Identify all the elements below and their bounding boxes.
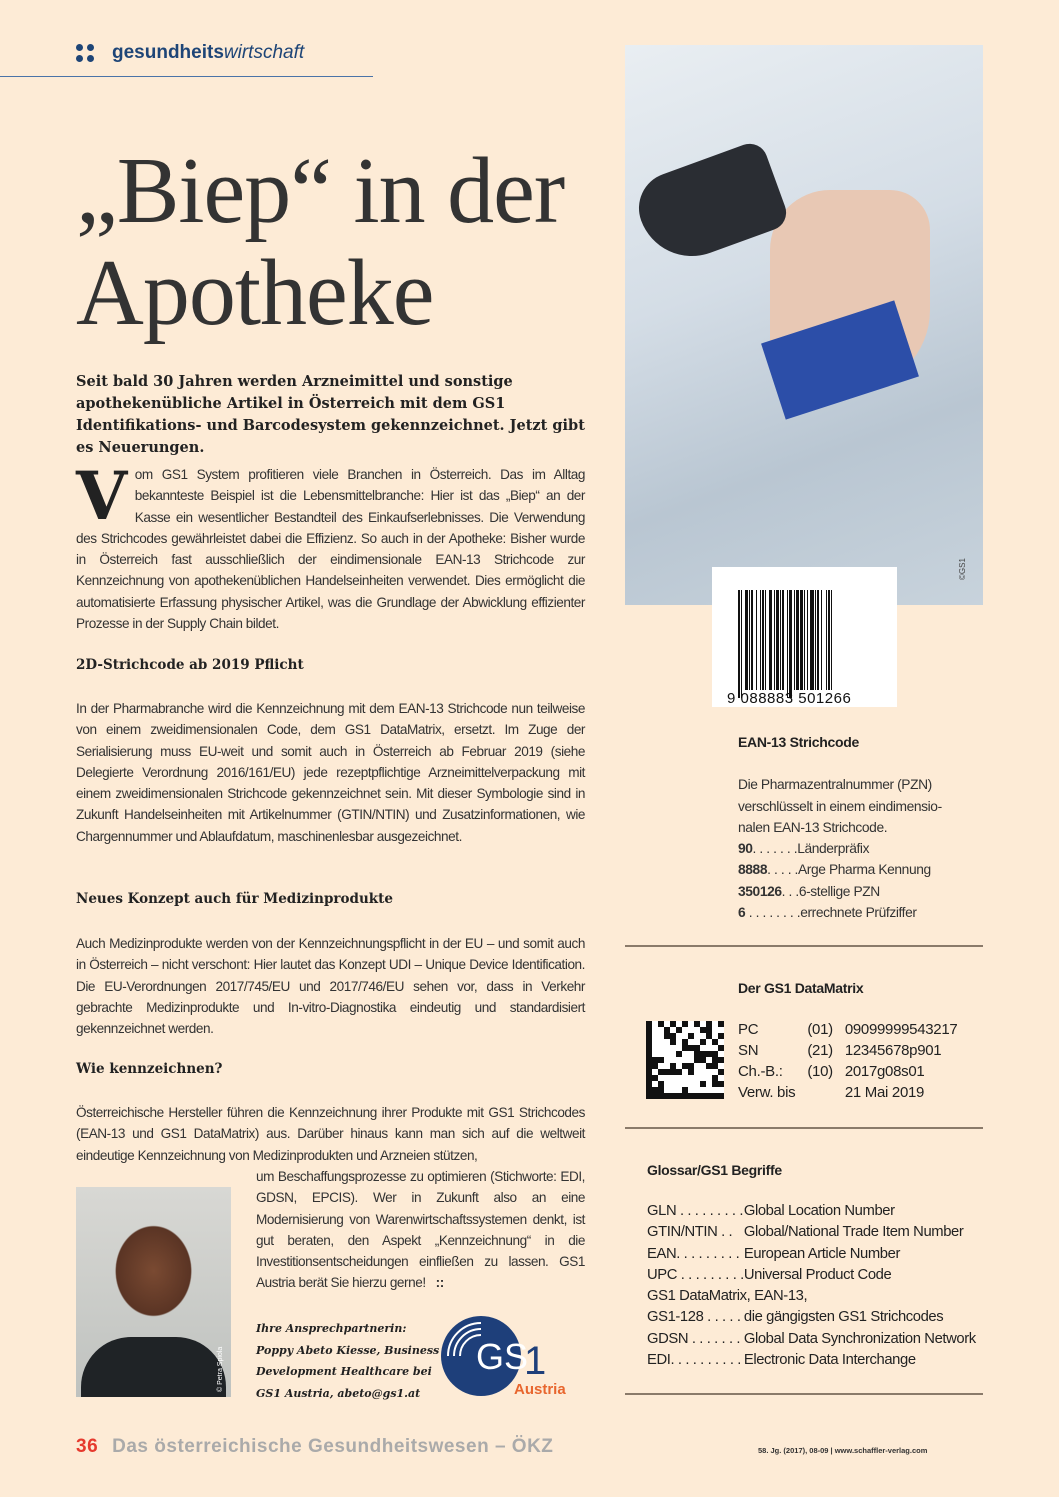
glossary-row: GDSN . . . . . . . Global Data Synchronization Network	[647, 1330, 976, 1347]
datamatrix-row: Verw. bis 21 Mai 2019	[738, 1084, 925, 1101]
datamatrix-row: PC (01) 09099999543217	[738, 1021, 958, 1038]
datamatrix-heading: Der GS1 DataMatrix	[738, 980, 864, 996]
glossary-row: EDI. . . . . . . . . . Electronic Data Interchange	[647, 1352, 916, 1369]
datamatrix-code	[646, 1021, 724, 1099]
footer-left	[76, 1436, 553, 1458]
glossary-row: GTIN/NTIN . . Global/National Trade Item Number	[647, 1224, 964, 1241]
svg-text:GS: GS	[476, 1336, 529, 1377]
glossary-row: EAN. . . . . . . . . European Article Number	[647, 1245, 900, 1262]
drop-cap: V	[76, 457, 127, 535]
paragraph-2: In der Pharmabranche wird die Kennzeichnung mit dem EAN-13 Strichcode nun teilweise von einem zweidimensionalen Code, dem GS1 DataMatrix, ersetzt. Im Zuge der Serialisierung muss EU-weit und somit auch in Österreich ab Februar 2019 (siehe Delegierte Verordnung 2016/161/EU) jede rezeptpflichtige Arzneimittelverpackung mit einem zweidimensionalen Strichcode gekennzeichnet sein. Mit dieser Symbologie sind in Zukunft Handelseinheiten mit Artikelnummer (GTIN/NTIN) und Zusatzinformationen, wie Chargennummer und Ablaufdatum, maschinenlesbar ausgezeichnet.	[76, 701, 585, 844]
divider	[625, 945, 983, 947]
paragraph-4b: um Beschaffungsprozesse zu optimieren (Stichworte: EDI, GDSN, EPCIS). Wer in Zukunft also an eine Modernisierung von Warenwirtschaftssystemen denkt, ist gut beraten, den Aspekt „Kennzeichnung“ in die Investitionsentscheidungen einfließen zu lassen. GS1 Austria berät Sie hierzu gerne! ::	[256, 1169, 585, 1291]
subheading-kennzeichnen: Wie kennzeichnen?	[76, 1061, 223, 1077]
divider	[625, 1393, 983, 1395]
svg-text:1: 1	[524, 1339, 547, 1383]
article-lead: Seit bald 30 Jahren werden Arzneimittel und sonstige apothekenübliche Artikel in Österreich mit dem GS1 Identifikations- und Barcodesystem gekennzeichnet. Jetzt gibt es Neuerungen.	[76, 373, 585, 456]
subheading-medizinprodukte: Neues Konzept auch für Medizinprodukte	[76, 891, 393, 907]
page-number: 36	[76, 1436, 99, 1457]
contact-info: Ihre Ansprechpartnerin: Poppy Abeto Kiesse, Business Development Healthcare bei GS1 Austria, abeto@gs1.at	[256, 1322, 440, 1400]
publication-name: Das österreichische Gesundheitswesen – ÖKZ	[112, 1436, 554, 1457]
datamatrix-row: Ch.-B.: (10) 2017g08s01	[738, 1063, 925, 1080]
portrait-photo: © Petra Spiola	[76, 1187, 231, 1397]
subheading-2d: 2D-Strichcode ab 2019 Pflicht	[76, 657, 304, 673]
photo-credit: ©GS1	[958, 558, 967, 580]
header-rule	[0, 76, 373, 77]
glossary-row: GS1-128 . . . . . die gängigsten GS1 Strichcodes	[647, 1309, 944, 1326]
article-title: „Biep“ in der Apotheke	[76, 139, 565, 345]
ean-row: 6 . . . . . . . .errechnete Prüfziffer	[738, 905, 917, 921]
datamatrix-table	[738, 1019, 969, 1103]
glossary-row: GS1 DataMatrix, EAN-13,	[647, 1288, 808, 1305]
paragraph-4a: Österreichische Hersteller führen die Kennzeichnung ihrer Produkte mit GS1 Strichcodes (EAN-13 und GS1 DataMatrix) aus. Darüber hinaus kann man sich auf die weltweit eindeutige Kennzeichnung von Medizinprodukten und Arzneien stützen,	[76, 1105, 585, 1163]
ean-info: EAN-13 Strichcode Die Pharmazentralnummer (PZN) verschlüsselt in einem eindimensio- nalen EAN-13 Strichcode. 90. . . . . . .Länderpräfix 8888. . . . .Arge Pharma Kennung 350126. . .6-stellige PZN 6 . . . . . . . .errechnete Prüfziffer	[738, 732, 942, 923]
ean-row: 90. . . . . . .Länderpräfix	[738, 841, 870, 857]
datamatrix-row: SN (21) 12345678p901	[738, 1042, 942, 1059]
paragraph-3: Auch Medizinprodukte werden von der Kennzeichnungspflicht in der EU – und somit auch in Österreich – nicht verschont: Hier lautet das Konzept UDI – Unique Device Identification. Die EU-Verordnungen 2017/745/EU und 2017/746/EU sehen vor, dass in Verkehr gebrachte Medizinprodukte und In-vitro-Diagnostika eindeutig und standardisiert gekennzeichnet werden.	[76, 936, 585, 1037]
section-header	[76, 42, 304, 64]
gs1-austria-logo	[436, 1314, 586, 1404]
divider	[625, 1127, 983, 1129]
glossary-heading: Glossar/GS1 Begriffe	[647, 1162, 782, 1178]
ean-row: 8888. . . . .Arge Pharma Kennung	[738, 862, 931, 878]
footer-issue: 58. Jg. (2017), 08-09 | www.schaffler-verlag.com	[758, 1446, 928, 1455]
glossary-table	[647, 1201, 976, 1371]
section-name: gesundheitswirtschaft	[112, 42, 305, 63]
svg-text:Austria: Austria	[514, 1381, 566, 1398]
barcode-number: 9 088883 501266	[727, 690, 852, 707]
glossary-row: UPC . . . . . . . . . Universal Product Code	[647, 1266, 892, 1283]
paragraph-1: Vom GS1 System profitieren viele Branchen in Österreich. Das im Alltag bekannteste Beispiel ist die Lebensmittelbranche: Hier ist das „Biep“ an der Kasse ein wesentlicher Bestandteil des Einkaufserlebnisses. Die Verwendung des Strichcodes gewährleistet dabei die Effizienz. So auch in der Apotheke: Bisher wurde in Österreich fast ausschließlich der eindimensionale EAN-13 Strichcode zur Kennzeichnung von apothekenüblichen Handelseinheiten verwendet. Dies ermöglicht die automatisierte Erfassung physischer Artikel, was die Grundlage der Abwicklung effizienter Prozesse in der Supply Chain bildet.	[76, 457, 585, 632]
glossary-row: GLN . . . . . . . . . Global Location Number	[647, 1203, 895, 1219]
barcode-bar	[832, 590, 834, 698]
dots-icon	[76, 44, 94, 62]
ean13-barcode	[738, 590, 834, 690]
ean-row: 350126. . .6-stellige PZN	[738, 883, 880, 899]
